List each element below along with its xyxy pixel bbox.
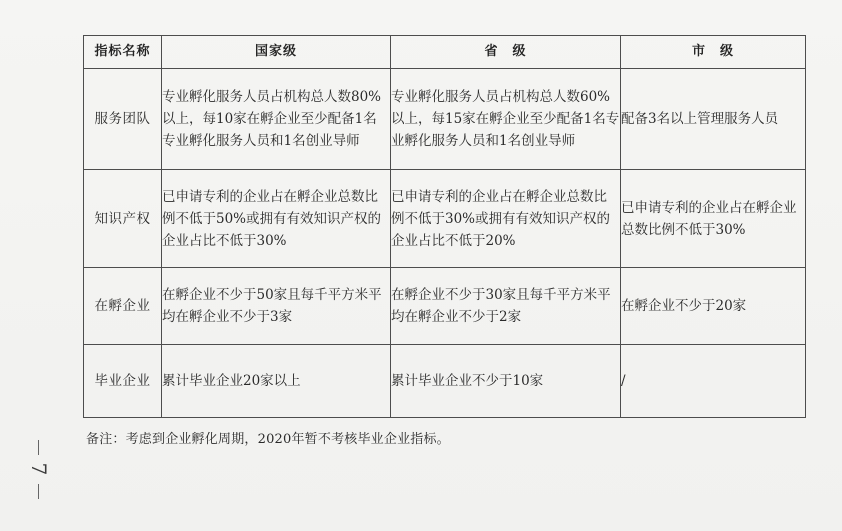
indicator-table	[83, 35, 806, 418]
row-label: 在孵企业	[84, 268, 162, 345]
row-label: 毕业企业	[84, 345, 162, 418]
table-row	[84, 268, 806, 345]
header-city-level: 市 级	[621, 36, 806, 69]
row-label: 知识产权	[84, 170, 162, 268]
table-row	[84, 69, 806, 170]
city-cell: 在孵企业不少于20家	[621, 268, 806, 345]
header-national-level: 国家级	[162, 36, 391, 69]
provincial-cell: 累计毕业企业不少于10家	[391, 345, 621, 418]
national-cell: 在孵企业不少于50家且每千平方米平均在孵企业不少于3家	[162, 268, 391, 345]
table-header-row	[84, 36, 806, 69]
national-cell: 专业孵化服务人员占机构总人数80%以上，每10家在孵企业至少配备1名专业孵化服务人员和1名创业导师	[162, 69, 391, 170]
page-number-dash	[38, 484, 39, 499]
table-row	[84, 170, 806, 268]
header-indicator-name: 指标名称	[84, 36, 162, 69]
provincial-cell: 在孵企业不少于30家且每千平方米平均在孵企业不少于2家	[391, 268, 621, 345]
header-provincial-level: 省 级	[391, 36, 621, 69]
page-number-marker	[28, 440, 50, 500]
page-number-dash	[38, 440, 39, 455]
city-cell: 已申请专利的企业占在孵企业总数比例不低于30%	[621, 170, 806, 268]
city-cell: 配备3名以上管理服务人员	[621, 69, 806, 170]
page-number: 7	[27, 462, 51, 476]
table-row	[84, 345, 806, 418]
footnote-remark: 备注：考虑到企业孵化周期，2020年暂不考核毕业企业指标。	[86, 432, 450, 447]
provincial-cell: 已申请专利的企业占在孵企业总数比例不低于30%或拥有有效知识产权的企业占比不低于20%	[391, 170, 621, 268]
row-label: 服务团队	[84, 69, 162, 170]
national-cell: 已申请专利的企业占在孵企业总数比例不低于50%或拥有有效知识产权的企业占比不低于30%	[162, 170, 391, 268]
provincial-cell: 专业孵化服务人员占机构总人数60%以上，每15家在孵企业至少配备1名专业孵化服务人员和1名创业导师	[391, 69, 621, 170]
city-cell: /	[621, 345, 806, 418]
national-cell: 累计毕业企业20家以上	[162, 345, 391, 418]
